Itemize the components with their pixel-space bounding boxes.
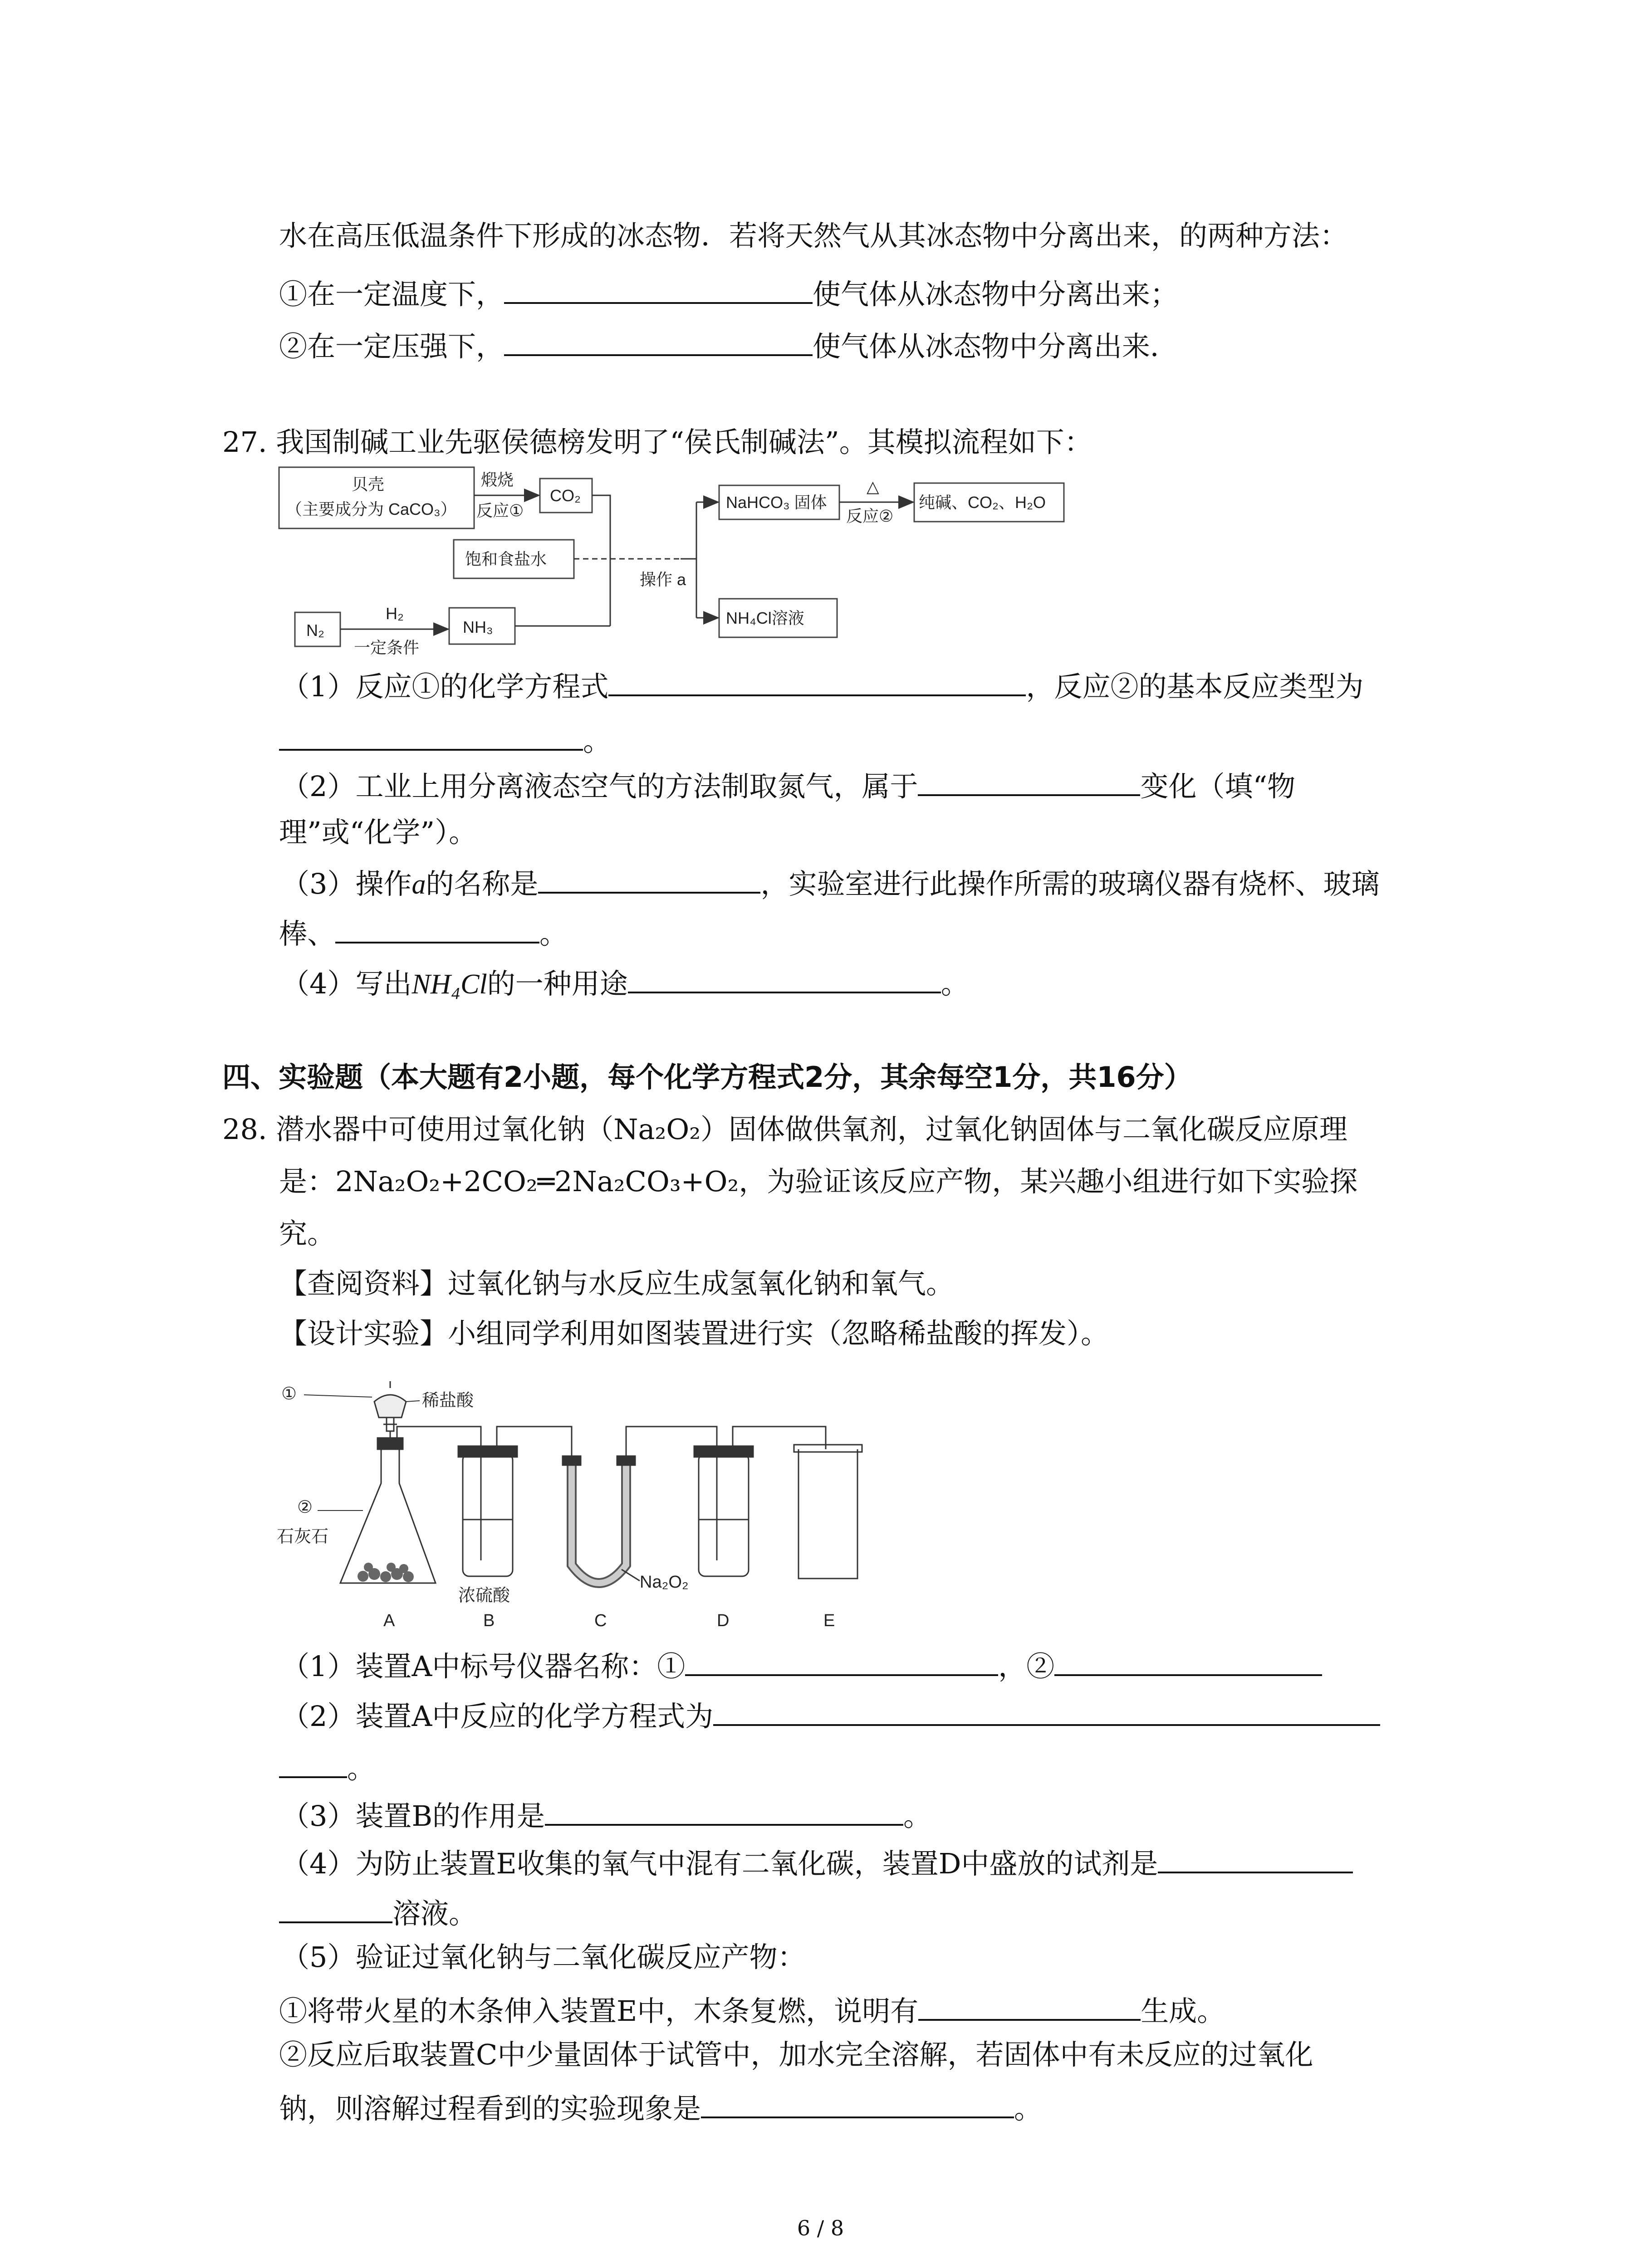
q28-stem-l1: 28. 潜水器中可使用过氧化钠（Na₂O₂）固体做供氧剂，过氧化钠固体与二氧化碳反应原理 xyxy=(222,1113,1348,1146)
flow-nh4cl: NH₄Cl溶液 xyxy=(726,609,804,627)
answer-blank[interactable] xyxy=(504,272,813,304)
flow-reaction1: 反应① xyxy=(476,501,524,520)
answer-blank[interactable] xyxy=(279,719,583,751)
apparatus-diagram xyxy=(272,1374,880,1628)
label-mark1: ① xyxy=(281,1384,297,1403)
label-mark2: ② xyxy=(297,1498,313,1517)
flow-calcine: 煅烧 xyxy=(481,470,514,489)
bottle-d xyxy=(699,1454,749,1576)
label-limestone: 石灰石 xyxy=(277,1527,329,1546)
label-acid: 稀盐酸 xyxy=(422,1391,474,1410)
answer-blank[interactable] xyxy=(628,962,941,993)
page-number: 6 / 8 xyxy=(797,2216,844,2240)
answer-blank[interactable] xyxy=(279,1746,347,1778)
q26-line1: 水在高压低温条件下形成的冰态物．若将天然气从其冰态物中分离出来，的两种方法： xyxy=(279,219,1348,252)
q28-info: 【查阅资料】过氧化钠与水反应生成氢氧化钠和氧气。 xyxy=(279,1267,955,1300)
flow-co2: CO₂ xyxy=(550,486,581,505)
label-A: A xyxy=(383,1611,395,1628)
flow-products: 纯碱、CO₂、H₂O xyxy=(919,493,1046,512)
label-D: D xyxy=(717,1611,730,1628)
answer-blank[interactable] xyxy=(608,665,1026,696)
answer-blank[interactable] xyxy=(685,1644,998,1676)
flow-shell-line1: 贝壳 xyxy=(352,475,385,494)
flow-condition: 一定条件 xyxy=(354,638,420,657)
q26-line3: ②在一定压强下， 使气体从冰态物中分离出来． xyxy=(279,324,1178,365)
answer-blank[interactable] xyxy=(918,1989,1141,2021)
q26-line2: ①在一定温度下， 使气体从冰态物中分离出来； xyxy=(279,272,1178,313)
q27-p3-line2: 棒、 。 xyxy=(279,912,568,952)
answer-blank[interactable] xyxy=(1054,1644,1322,1676)
q28-stem-l2: 是：2Na₂O₂+2CO₂═2Na₂CO₃+O₂，为验证该反应产物，某兴趣小组进行如下实验探 xyxy=(279,1165,1358,1198)
flow-n2: N₂ xyxy=(306,621,324,640)
answer-blank[interactable] xyxy=(1158,1842,1353,1873)
answer-blank[interactable] xyxy=(335,912,539,943)
q28-p4: （4）为防止装置E收集的氧气中混有二氧化碳，装置D中盛放的试剂是 xyxy=(281,1842,1353,1882)
label-E: E xyxy=(823,1611,835,1628)
q27-p2-line2: 理”或“化学”）。 xyxy=(279,816,477,849)
q27-p2: （2）工业上用分离液态空气的方法制取氮气，属于 变化（填“物 xyxy=(281,764,1295,805)
separatory-funnel xyxy=(374,1395,406,1418)
q27-p1-line2: 。 xyxy=(279,719,611,759)
flow-operation: 操作 a xyxy=(640,570,686,589)
label-B: B xyxy=(483,1611,495,1628)
collection-bottle-e xyxy=(798,1449,857,1579)
flow-brine: 饱和食盐水 xyxy=(465,550,547,568)
q27-p3: （3）操作a的名称是 ，实验室进行此操作所需的玻璃仪器有烧杯、玻璃 xyxy=(281,862,1379,903)
q27-p4: （4）写出NH₄Cl的一种用途 。 xyxy=(281,962,969,1002)
q28-p2: （2）装置A中反应的化学方程式为 xyxy=(281,1694,1380,1735)
conical-flask xyxy=(340,1447,436,1583)
label-na2o2: Na₂O₂ xyxy=(640,1573,689,1592)
q28-p1: （1）装置A中标号仪器名称：① ，② xyxy=(281,1644,1322,1685)
q28-stem-l3: 究。 xyxy=(279,1217,336,1250)
q27-p1: （1）反应①的化学方程式 ，反应②的基本反应类型为 xyxy=(281,665,1363,705)
bottle-b xyxy=(463,1454,513,1576)
answer-blank[interactable] xyxy=(545,1794,903,1826)
answer-blank[interactable] xyxy=(918,764,1140,796)
q27-stem: 27. 我国制碱工业先驱侯德榜发明了“侯氏制碱法”。其模拟流程如下： xyxy=(222,425,1092,459)
q28-p3: （3）装置B的作用是 。 xyxy=(281,1794,931,1834)
answer-blank[interactable] xyxy=(713,1694,1380,1726)
label-C: C xyxy=(594,1611,607,1628)
answer-blank[interactable] xyxy=(538,862,760,894)
section-heading: 四、实验题（本大题有2小题，每个化学方程式2分，其余每空1分，共16分） xyxy=(222,1061,1192,1094)
u-tube-c xyxy=(572,1465,626,1583)
q28-p2-line2: 。 xyxy=(279,1746,375,1787)
q28-p5-2-line2: 钠，则溶解过程看到的实验现象是 。 xyxy=(279,2087,1042,2127)
label-h2so4: 浓硫酸 xyxy=(458,1586,510,1605)
answer-blank[interactable] xyxy=(701,2087,1014,2118)
flow-shell-line2: （主要成分为 CaCO₃） xyxy=(286,500,457,518)
flow-nahco3: NaHCO₃ 固体 xyxy=(726,493,827,512)
flow-nh3: NH₃ xyxy=(463,618,493,636)
q28-p4-line2: 溶液。 xyxy=(279,1892,477,1932)
q28-p5-2: ②反应后取装置C中少量固体于试管中，加水完全溶解，若固体中有未反应的过氧化 xyxy=(279,2038,1313,2071)
answer-blank[interactable] xyxy=(279,1892,392,1923)
answer-blank[interactable] xyxy=(504,324,813,356)
flow-reaction2: 反应② xyxy=(846,507,894,525)
flow-h2: H₂ xyxy=(386,604,404,623)
q28-design: 【设计实验】小组同学利用如图装置进行实（忽略稀盐酸的挥发）。 xyxy=(279,1317,1109,1350)
flow-heat: △ xyxy=(867,477,879,496)
q28-p5-title: （5）验证过氧化钠与二氧化碳反应产物： xyxy=(281,1941,806,1974)
q28-p5-1: ①将带火星的木条伸入装置E中，木条复燃，说明有 生成。 xyxy=(279,1989,1225,2029)
flow-diagram xyxy=(272,458,1107,667)
